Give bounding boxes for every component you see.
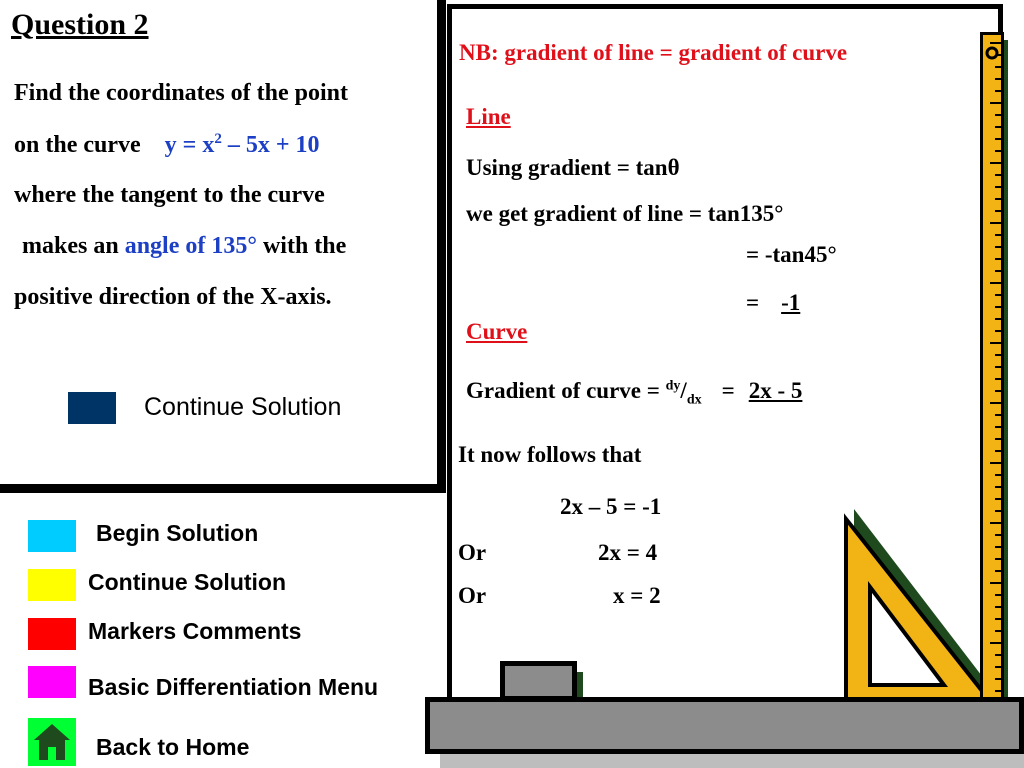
panel-divider-vertical [437,0,446,493]
continue-solution-label[interactable]: Continue Solution [88,569,287,595]
derivative-value: 2x - 5 [748,378,803,403]
question-title: Question 2 [11,8,149,41]
ruler-icon [980,32,1004,702]
question-line-1: Find the coordinates of the point [14,80,349,106]
question-line-2 [14,131,320,159]
question-line-2-prefix: on the curve [14,132,141,158]
panel-divider-horizontal [0,484,446,493]
minus-one-value: -1 [781,290,801,315]
nb-note: NB: gradient of line = gradient of curve [459,40,848,65]
differentiation-menu-button[interactable] [28,666,76,698]
question-line-5: positive direction of the X-axis. [14,284,332,310]
continue-solution-button-top[interactable] [68,392,116,424]
theta-symbol: θ [667,155,680,180]
tan45-step: = -tan45° [746,242,837,267]
step-2: 2x = 4 [598,540,658,565]
using-gradient-line [466,155,680,181]
begin-solution-button[interactable] [28,520,76,552]
dx-symbol: dx [686,392,702,408]
base-shadow [440,754,1024,768]
markers-comments-label[interactable]: Markers Comments [88,618,302,644]
line-4-prefix: makes an [22,233,125,259]
back-to-home-label[interactable]: Back to Home [96,734,250,760]
back-to-home-button[interactable] [28,718,76,766]
differentiation-menu-label[interactable]: Basic Differentiation Menu [88,674,379,700]
equals-sign: = [746,290,760,315]
markers-comments-button[interactable] [28,618,76,650]
begin-solution-label[interactable]: Begin Solution [96,520,259,546]
gradient-of-curve [466,378,802,409]
question-line-4 [22,233,346,260]
equals-sign-2: = [721,378,735,403]
dy-symbol: dy [665,378,681,394]
equation-part-a: y = x [164,132,215,158]
fraction-slash: / [680,378,687,403]
board-base [425,697,1024,754]
step-1: 2x – 5 = -1 [560,494,662,519]
ruler-ticks [983,35,1001,699]
gradient-curve-text: Gradient of curve = [466,378,666,403]
line-4-suffix: with the [256,233,347,259]
eraser-block [500,661,577,701]
minus-one-step [746,290,800,316]
curve-equation [165,132,320,158]
angle-phrase: angle of 135° [124,233,257,259]
line-heading: Line [466,104,511,129]
continue-solution-label-top[interactable]: Continue Solution [144,393,342,421]
follows-text: It now follows that [458,442,642,467]
using-text: Using gradient = tan [466,155,668,180]
or-label-2: Or [458,583,487,608]
equation-exponent: 2 [214,131,222,147]
or-label-1: Or [458,540,487,565]
continue-solution-button[interactable] [28,569,76,601]
question-line-3: where the tangent to the curve [14,182,325,208]
equation-part-b: – 5x + 10 [221,132,320,158]
home-icon [28,718,76,766]
curve-heading: Curve [466,319,528,344]
ruler-hole [987,48,997,58]
gradient-of-line: we get gradient of line = tan135° [466,201,784,226]
step-3: x = 2 [613,583,661,608]
